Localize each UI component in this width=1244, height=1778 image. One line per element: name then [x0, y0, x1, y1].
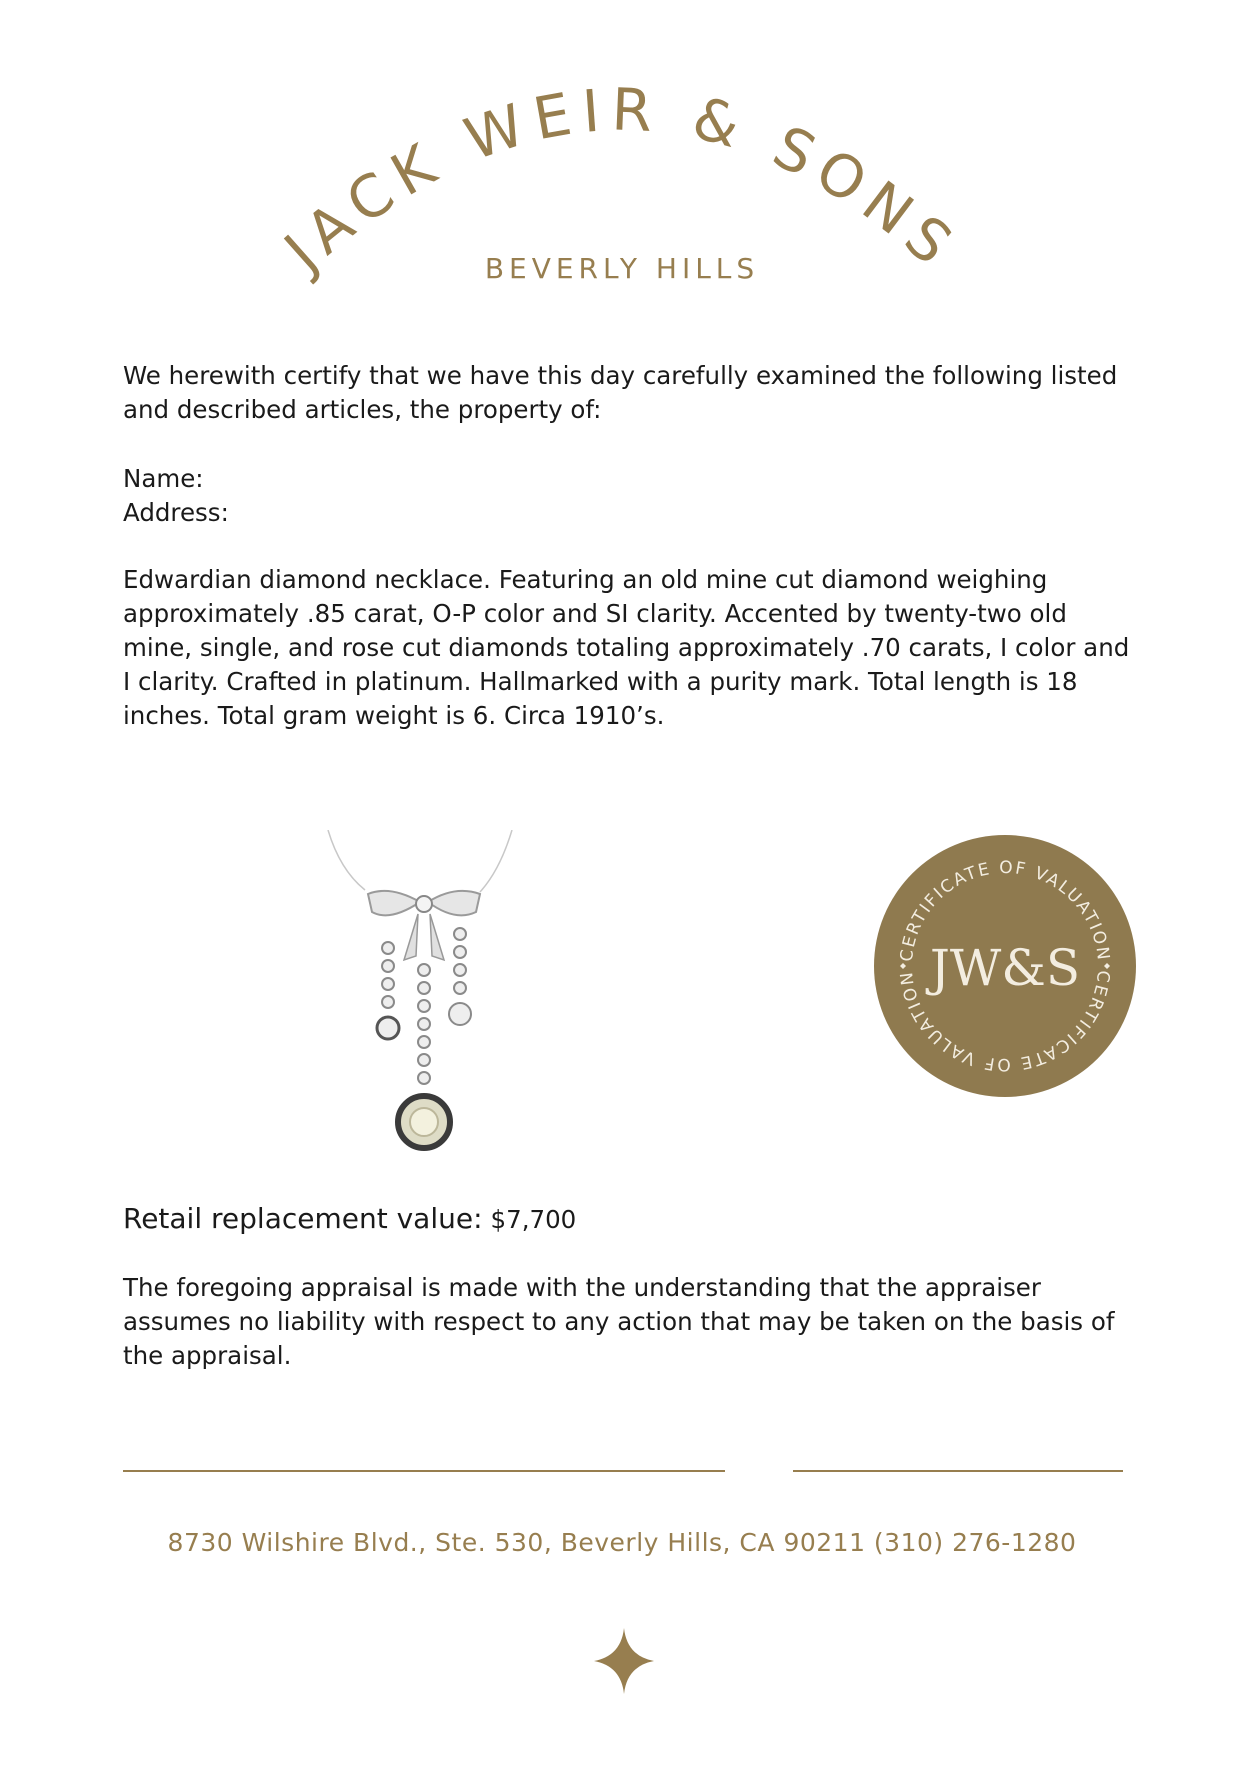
retail-value-row	[123, 1202, 576, 1235]
signature-line	[123, 1470, 725, 1472]
address-label: Address:	[123, 498, 229, 527]
certification-intro: We herewith certify that we have this day carefully examined the following listed and described articles, the property of:	[123, 361, 1118, 424]
retail-value-amount: $7,700	[490, 1205, 577, 1234]
brand-city: BEVERLY HILLS	[484, 252, 760, 285]
item-description: Edwardian diamond necklace. Featuring an old mine cut diamond weighing approximately .85 carat, O-P color and SI clarity. Accented by twenty-two old mine, single, and rose cut diamonds totaling approximately .70 carats, I color and I clarity. Crafted in platinum. Hallmarked with a purity mark. Total length is 18 inches. Total gram weight is 6. Circa 1910’s.	[123, 565, 1130, 730]
retail-value-label: Retail replacement value:	[123, 1202, 483, 1235]
disclaimer: The foregoing appraisal is made with the understanding that the appraiser assumes no liability with respect to any action that may be taken on the basis of the appraisal.	[123, 1273, 1115, 1370]
brand-name: JACK WEIR & SONS	[272, 75, 972, 285]
seal-ring-text-top: CERTIFICATE OF VALUATION	[896, 857, 1114, 963]
name-label: Name:	[123, 464, 204, 493]
seal-monogram: JW&S	[929, 939, 1081, 997]
valuation-seal	[872, 833, 1138, 1099]
date-line	[793, 1470, 1123, 1472]
footer-address: 8730 Wilshire Blvd., Ste. 530, Beverly Hills, CA 90211 (310) 276-1280	[167, 1528, 1077, 1557]
seal-ring-text-bottom: CERTIFICATE OF VALUATION	[896, 969, 1114, 1075]
necklace-image	[320, 830, 540, 1180]
star-icon	[594, 1628, 654, 1694]
